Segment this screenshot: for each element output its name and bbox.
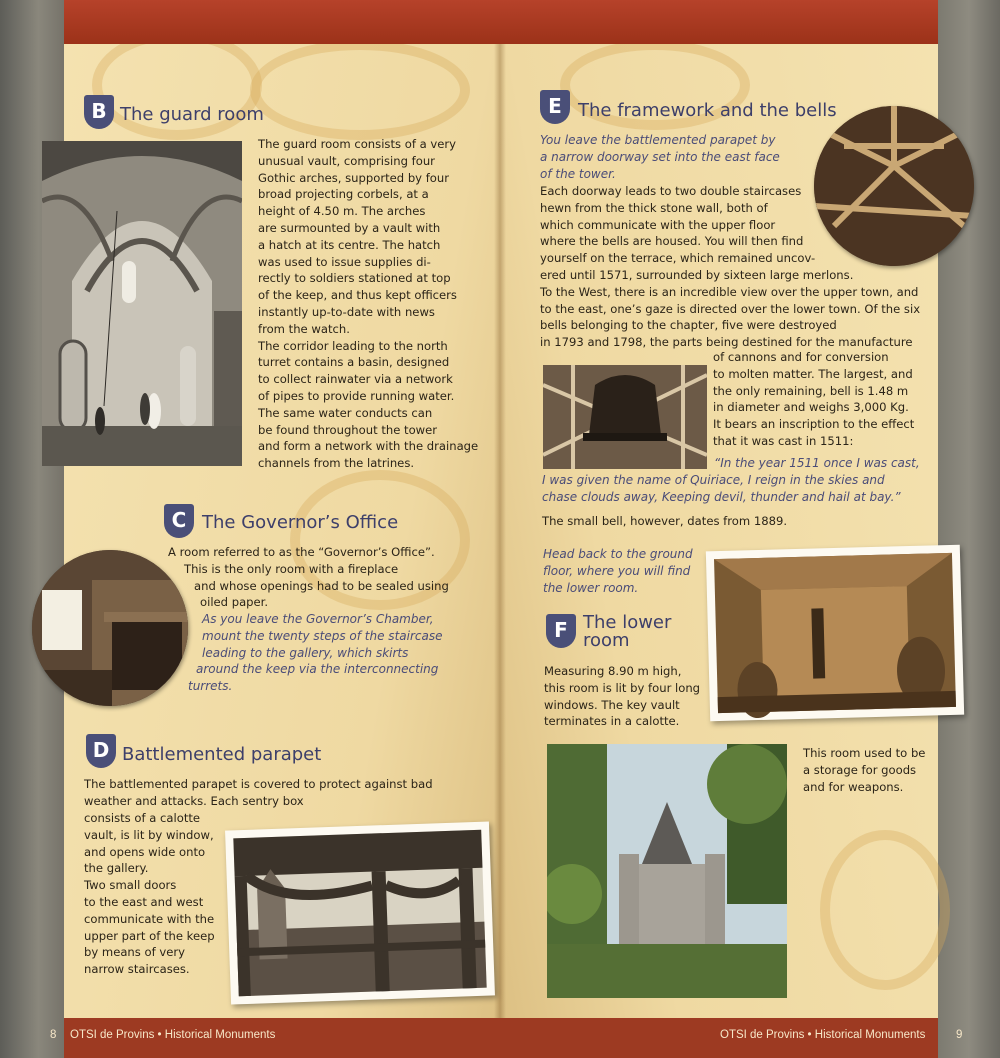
section-e-outro (543, 546, 693, 596)
section-b-line: The guard room consists of a very (258, 137, 457, 151)
section-d-line: weather and attacks. Each sentry box (84, 793, 304, 808)
section-e-intro-line: of the tower. (540, 166, 616, 181)
section-d-body-top (84, 776, 433, 810)
section-c-body (168, 544, 449, 611)
section-b-line: broad projecting corbels, at a (258, 187, 429, 202)
section-b-line: be found throughout the tower (258, 422, 438, 437)
section-e-title: The framework and the bells (578, 100, 837, 121)
section-b-line: from the watch. (258, 321, 350, 336)
section-e-line: the only remaining, bell is 1.48 m (713, 383, 909, 398)
section-b-body (258, 136, 478, 472)
section-d-line: The battlemented parapet is covered to protect against bad (84, 777, 433, 791)
section-f-line: this room is lit by four long (544, 680, 701, 695)
section-e-intro-line: a narrow doorway set into the east face (540, 149, 780, 164)
section-b-title: The guard room (120, 104, 264, 125)
section-e-line: yourself on the terrace, which remained uncov- (540, 251, 816, 266)
section-d-line: by means of very (84, 945, 185, 960)
section-e-line: where the bells are housed. You will then find (540, 234, 804, 249)
section-f-body (544, 663, 700, 730)
section-e-line: to molten matter. The largest, and (713, 366, 913, 381)
section-e-body (540, 183, 920, 351)
section-c-title: The Governor’s Office (202, 512, 399, 533)
section-c-badge: C (164, 504, 194, 538)
section-e-badge: E (540, 90, 570, 124)
section-d-badge: D (86, 734, 116, 768)
section-b-line: of the keep, and thus kept officers (258, 288, 457, 303)
section-c-line: A room referred to as the “Governor’s Office”. (168, 545, 435, 559)
section-b-line: unusual vault, comprising four (258, 153, 435, 168)
parapet-gallery-photo (225, 821, 495, 1004)
section-b-line: a hatch at its centre. The hatch (258, 237, 441, 252)
section-d-body-side (84, 810, 215, 978)
section-b-line: are surmounted by a vault with (258, 220, 441, 235)
top-band-left (64, 0, 500, 44)
decorative-swirl (250, 40, 470, 140)
section-c-directions (188, 611, 442, 695)
section-b-line: and form a network with the drainage (258, 439, 479, 454)
section-c-italic-line: As you leave the Governor’s Chamber, (202, 612, 434, 626)
section-f-title-line: The lower (583, 612, 672, 633)
section-b-line: to collect rainwater via a network (258, 372, 453, 387)
section-d-line: Two small doors (84, 878, 177, 893)
lower-room-photo (706, 545, 964, 722)
section-b-badge: B (84, 95, 114, 129)
section-e-intro-line: You leave the battlemented parapet by (540, 133, 776, 147)
section-c-italic-line: around the keep via the interconnecting (196, 662, 439, 677)
section-d-line: the gallery. (84, 861, 149, 876)
section-e-line: which communicate with the upper floor (540, 217, 776, 232)
section-b-line: height of 4.50 m. The arches (258, 204, 426, 219)
section-b-line: The same water conducts can (258, 405, 433, 420)
section-c-line: oiled paper. (200, 595, 269, 610)
section-c-italic-line: turrets. (188, 679, 233, 694)
section-d-line: narrow staircases. (84, 962, 190, 977)
section-e-line: that it was cast in 1511: (713, 433, 854, 448)
section-e-quote-line: I was given the name of Quiriace, I reign in the skies and (542, 472, 885, 487)
footer-text-right: OTSI de Provins • Historical Monuments (720, 1029, 926, 1041)
section-d-line: to the east and west (84, 894, 204, 909)
section-e-quote (542, 455, 920, 505)
section-e-outro-line: the lower room. (543, 580, 639, 595)
section-f-line: Measuring 8.90 m high, (544, 664, 682, 678)
section-d-line: communicate with the (84, 911, 215, 926)
section-b-line: The corridor leading to the north (258, 338, 448, 353)
decorative-swirl (820, 830, 950, 990)
section-b-line: rectly to soldiers stationed at top (258, 271, 451, 286)
section-d-line: upper part of the keep (84, 928, 215, 943)
section-f-line: terminates in a calotte. (544, 714, 680, 729)
section-e-line: in 1793 and 1798, the parts being destined for the manufacture (540, 335, 913, 350)
section-c-italic-line: leading to the gallery, which skirts (202, 645, 409, 660)
section-e-quote-line: “In the year 1511 once I was cast, (714, 456, 920, 470)
section-d-line: and opens wide onto (84, 844, 206, 859)
section-e-line: hewn from the thick stone wall, both of (540, 200, 768, 215)
section-f-badge: F (546, 614, 576, 648)
section-e-line: bells belonging to the chapter, five were destroyed (540, 318, 837, 333)
book-gutter (494, 0, 506, 1058)
section-f-side-line: This room used to be (803, 746, 926, 760)
section-f-line: windows. The key vault (544, 697, 680, 712)
section-e-line: of cannons and for conversion (713, 350, 889, 364)
section-b-line: instantly up-to-date with news (258, 304, 435, 319)
section-e-line: to the east, one’s gaze is directed over the lower town. Of the six (540, 301, 921, 316)
section-e-small-bell: The small bell, however, dates from 1889. (542, 514, 788, 528)
section-f-side-line: a storage for goods (803, 762, 917, 777)
section-e-intro (540, 132, 780, 182)
section-e-line: ered until 1571, surrounded by sixteen large merlons. (540, 267, 854, 282)
section-c-italic-line: mount the twenty steps of the staircase (202, 628, 443, 643)
section-d-title: Battlemented parapet (122, 744, 322, 765)
footer-text-left: OTSI de Provins • Historical Monuments (70, 1029, 276, 1041)
section-c-line: and whose openings had to be sealed using (194, 578, 449, 593)
section-c-line: This is the only room with a fireplace (184, 561, 399, 576)
section-f-side (803, 745, 925, 795)
section-e-outro-line: Head back to the ground (543, 547, 693, 561)
section-e-line: To the West, there is an incredible view over the upper town, and (540, 284, 919, 299)
section-f-title (583, 614, 671, 650)
section-e-body-side (713, 349, 914, 450)
section-e-line: Each doorway leads to two double staircases (540, 184, 802, 198)
bell-photo (543, 365, 707, 469)
section-b-line: of pipes to provide running water. (258, 388, 455, 403)
tower-photo (547, 744, 787, 998)
section-b-line: turret contains a basin, designed (258, 355, 450, 370)
section-e-quote-line: chase clouds away, Keeping devil, thunder and hail at bay.” (542, 489, 901, 504)
section-e-line: in diameter and weighs 3,000 Kg. (713, 400, 909, 415)
section-b-line: channels from the latrines. (258, 456, 415, 471)
section-e-outro-line: floor, where you will find (543, 563, 691, 578)
page-number-left: 8 (50, 1029, 57, 1041)
section-d-line: vault, is lit by window, (84, 827, 214, 842)
governor-office-photo (32, 550, 188, 706)
top-band-right (500, 0, 938, 44)
section-b-line: Gothic arches, supported by four (258, 170, 450, 185)
guard-room-engraving (42, 141, 242, 466)
section-d-line: consists of a calotte (84, 811, 201, 825)
section-b-line: was used to issue supplies di- (258, 254, 431, 269)
page-number-right: 9 (956, 1029, 963, 1041)
section-e-line: It bears an inscription to the effect (713, 417, 915, 432)
section-f-title-line: room (583, 630, 630, 651)
section-f-side-line: and for weapons. (803, 779, 904, 794)
